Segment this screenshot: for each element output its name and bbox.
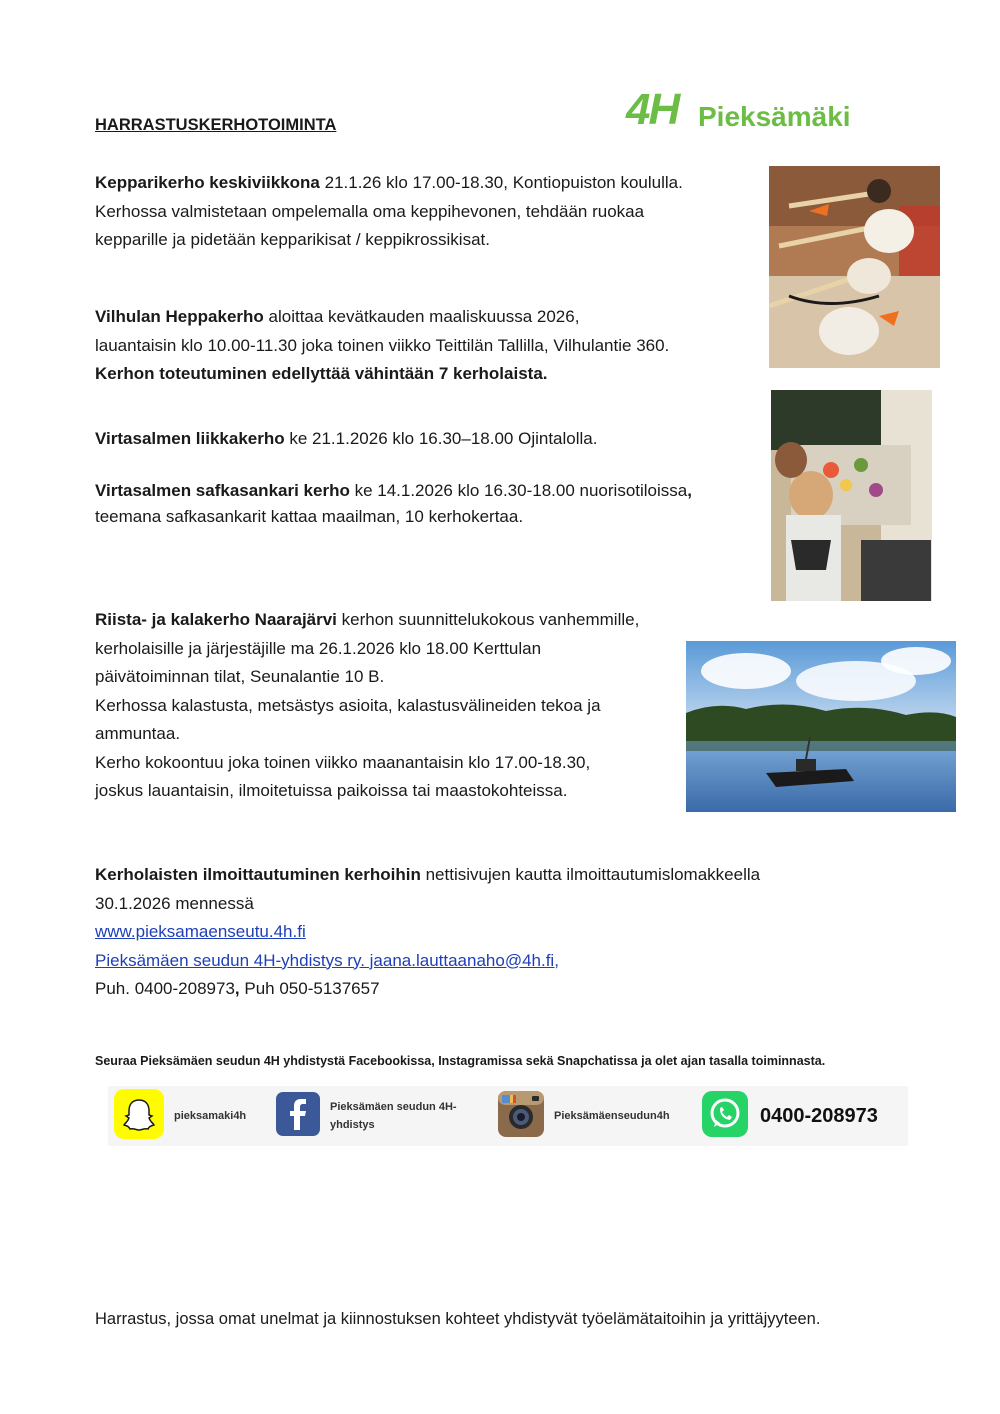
cooking-kids-photo	[771, 390, 932, 601]
club-riista	[95, 606, 639, 806]
club-text: teemana safkasankarit kattaa maailman, 10 kerhokertaa.	[95, 507, 524, 526]
footer-text: Harrastus, jossa omat unelmat ja kiinnostuksen kohteet yhdistyvät työelämätaitoihin ja yrittäjyyteen.	[95, 1310, 821, 1328]
club-text: lauantaisin klo 10.00-11.30 joka toinen viikko Teittilän Tallilla, Vilhulantie 360.	[95, 335, 670, 355]
facebook-label-line2: yhdistys	[330, 1119, 375, 1131]
registration-block	[95, 861, 760, 1004]
registration-deadline: 30.1.2026 mennessä	[95, 893, 254, 913]
club-text: ke 21.1.2026 klo 16.30–18.00 Ojintalolla.	[284, 429, 598, 448]
snapchat-label: pieksamaki4h	[174, 1110, 247, 1122]
instagram-item[interactable]	[498, 1086, 670, 1146]
website-link[interactable]: www.pieksamaenseutu.4h.fi	[95, 922, 306, 941]
club-text: Kerho kokoontuu joka toinen viikko maanantaisin klo 17.00-18.30,	[95, 752, 591, 772]
logo-mark: 4H	[626, 85, 679, 134]
club-text: päivätoiminnan tilat, Seunalantie 10 B.	[95, 667, 385, 686]
club-text: ke 14.1.2026 klo 16.30-18.00 nuorisotiloissa	[349, 481, 688, 500]
contact-link[interactable]: Pieksämäen seudun 4H-yhdistys ry. jaana.lauttaanaho@4h.fi,	[95, 950, 559, 970]
phone-2: Puh 050-5137657	[239, 979, 380, 998]
club-text: Kerhossa valmistetaan ompelemalla oma keppihevonen, tehdään ruokaa	[95, 201, 645, 221]
club-safka	[95, 478, 692, 530]
club-text: kerholaisille ja järjestäjille ma 26.1.2026 klo 18.00 Kerttulan	[95, 638, 542, 658]
club-title: Kepparikerho keskiviikkona	[95, 173, 320, 192]
registration-title: Kerholaisten ilmoittautuminen kerhoihin	[95, 865, 421, 884]
facebook-icon	[276, 1092, 320, 1141]
facebook-label-line1: Pieksämäen seudun 4H-	[330, 1101, 457, 1113]
snapchat-item[interactable]	[114, 1086, 246, 1146]
phone-1: Puh. 0400-208973	[95, 979, 235, 998]
page-title: HARRASTUSKERHOTOIMINTA	[95, 116, 337, 134]
club-keppari	[95, 169, 683, 255]
logo-text: Pieksämäki	[698, 101, 851, 132]
club-title: Riista- ja kalakerho Naarajärvi	[95, 610, 337, 629]
club-text: joskus lauantaisin, ilmoitetuissa paikoissa tai maastokohteissa.	[95, 781, 568, 800]
follow-text: Seuraa Pieksämäen seudun 4H yhdistystä Facebookissa, Instagramissa sekä Snapchatissa ja olet ajan tasalla toiminnasta.	[95, 1054, 826, 1068]
club-title: Vilhulan Heppakerho	[95, 307, 264, 326]
club-text-comma: ,	[687, 481, 692, 500]
whatsapp-icon	[702, 1091, 748, 1142]
phone-separator: ,	[234, 979, 240, 998]
club-requirement: Kerhon toteutuminen edellyttää vähintään 7 kerholaista.	[95, 364, 548, 383]
club-text: aloittaa kevätkauden maaliskuussa 2026,	[263, 307, 580, 326]
registration-text: nettisivujen kautta ilmoittautumislomakkeella	[420, 865, 761, 884]
club-text: kerhon suunnittelukokous vanhemmille,	[336, 610, 640, 629]
lake-boat-photo	[686, 641, 956, 812]
club-heppa	[95, 303, 669, 389]
instagram-icon	[498, 1091, 544, 1142]
club-title: Virtasalmen safkasankari kerho	[95, 481, 350, 500]
club-text: ammuntaa.	[95, 724, 181, 743]
facebook-label	[330, 1098, 457, 1134]
instagram-label: Pieksämäenseudun4h	[554, 1110, 670, 1122]
hobby-horse-photo	[769, 166, 940, 368]
4h-logo	[626, 86, 896, 136]
club-text: 21.1.26 klo 17.00-18.30, Kontiopuiston koululla.	[319, 173, 683, 192]
club-text: kepparille ja pidetään kepparikisat / keppikrossikisat.	[95, 230, 490, 249]
snapchat-icon	[114, 1089, 164, 1144]
club-title: Virtasalmen liikkakerho	[95, 429, 285, 448]
whatsapp-item[interactable]	[702, 1086, 878, 1146]
facebook-item[interactable]	[276, 1086, 457, 1146]
social-bar	[108, 1086, 908, 1146]
club-liikka	[95, 425, 597, 454]
whatsapp-number: 0400-208973	[760, 1105, 878, 1127]
club-text: Kerhossa kalastusta, metsästys asioita, kalastusvälineiden tekoa ja	[95, 695, 601, 715]
